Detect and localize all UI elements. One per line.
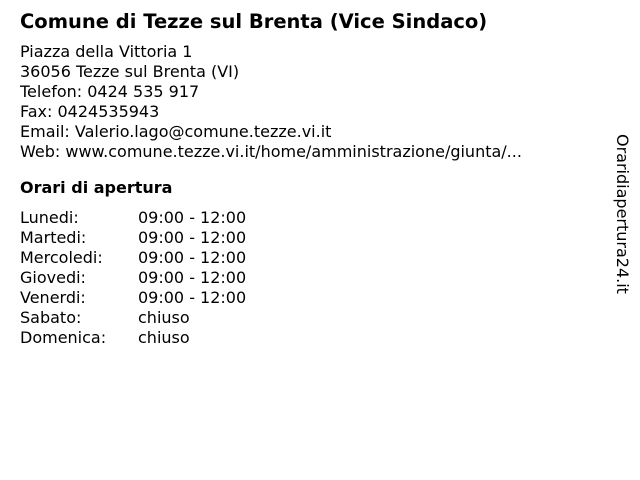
hours-row-saturday: [20, 308, 600, 328]
site-watermark: [611, 134, 633, 310]
hours-day: Mercoledi:: [20, 248, 103, 267]
hours-row-friday: [20, 288, 600, 308]
opening-hours-heading: Orari di apertura: [20, 178, 173, 197]
hours-day: Sabato:: [20, 308, 82, 327]
hours-day: Domenica:: [20, 328, 107, 347]
hours-time: 09:00 - 12:00: [138, 228, 247, 247]
hours-row-monday: [20, 208, 600, 228]
email-line: Email: Valerio.lago@comune.tezze.vi.it: [20, 122, 332, 141]
hours-time: 09:00 - 12:00: [138, 208, 247, 227]
hours-day: Giovedi:: [20, 268, 86, 287]
opening-hours-table: [20, 208, 600, 348]
hours-row-tuesday: [20, 228, 600, 248]
hours-day: Lunedi:: [20, 208, 79, 227]
fax-line: Fax: 0424535943: [20, 102, 160, 121]
hours-row-thursday: [20, 268, 600, 288]
address-city: 36056 Tezze sul Brenta (VI): [20, 62, 240, 81]
hours-time: chiuso: [138, 328, 190, 347]
office-title: Comune di Tezze sul Brenta (Vice Sindaco): [20, 10, 488, 33]
office-card: [20, 8, 600, 348]
web-line: Web: www.comune.tezze.vi.it/home/amministrazione/giunta/...: [20, 142, 522, 161]
hours-time: 09:00 - 12:00: [138, 268, 247, 287]
contact-block: [20, 42, 600, 162]
hours-time: 09:00 - 12:00: [138, 288, 247, 307]
hours-time: chiuso: [138, 308, 190, 327]
hours-time: 09:00 - 12:00: [138, 248, 247, 267]
phone-line: Telefon: 0424 535 917: [20, 82, 200, 101]
hours-day: Venerdi:: [20, 288, 86, 307]
hours-row-sunday: [20, 328, 600, 348]
hours-row-wednesday: [20, 248, 600, 268]
hours-day: Martedi:: [20, 228, 87, 247]
address-street: Piazza della Vittoria 1: [20, 42, 193, 61]
watermark-text: Oraridiapertura24.it: [613, 134, 632, 294]
